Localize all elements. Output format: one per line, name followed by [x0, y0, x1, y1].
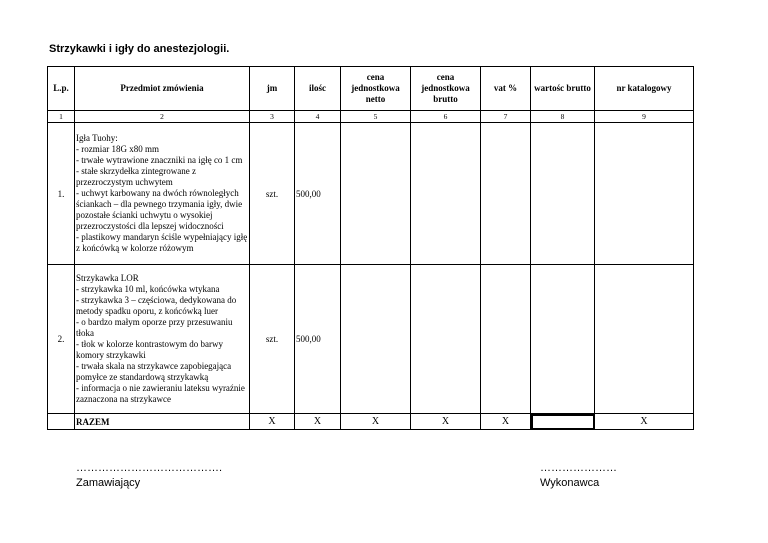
- row-jm: szt.: [250, 265, 295, 414]
- header-jm: jm: [250, 67, 295, 111]
- header-gross-value: wartośc brutto: [531, 67, 595, 111]
- total-label: RAZEM: [75, 414, 250, 430]
- orderer-label: Zamawiający: [76, 477, 141, 489]
- total-net-x: X: [341, 414, 411, 430]
- contractor-label: Wykonawca: [540, 477, 600, 489]
- row-gross-price-cell[interactable]: [411, 265, 481, 414]
- total-empty-cell: [48, 414, 75, 430]
- header-item: Przedmiot zmówienia: [75, 67, 250, 111]
- header-vat: vat %: [481, 67, 531, 111]
- column-number: 7: [481, 111, 531, 123]
- column-number: 6: [411, 111, 481, 123]
- row-quantity: 500,00: [295, 123, 341, 265]
- header-row: [48, 67, 694, 111]
- column-number: 9: [595, 111, 694, 123]
- header-quantity: ilośc: [295, 67, 341, 111]
- row-description: Strzykawka LOR - strzykawka 10 ml, końcówka wtykana - strzykawka 3 – częściowa, dedykowana do metody spadku oporu, z końcówką luer - o bardzo małym oporze przy przesuwaniu tłoka - tłok w kolorze kontrastowym do barwy komory strzykawki - trwała skala na strzykawce zapobiegająca pomyłce ze standardową strzykawką - informacja o nie zawieraniu lateksu wyraźnie zaznaczona na strzykawce: [75, 265, 250, 414]
- row-vat-cell[interactable]: [481, 265, 531, 414]
- header-catalog-number: nr katalogowy: [595, 67, 694, 111]
- row-quantity: 500,00: [295, 265, 341, 414]
- row-lp: 1.: [48, 123, 75, 265]
- header-net-price: cena jednostkowa netto: [341, 67, 411, 111]
- column-number: 5: [341, 111, 411, 123]
- document-title: Strzykawki i igły do anestezjologii.: [49, 43, 230, 55]
- row-vat-cell[interactable]: [481, 123, 531, 265]
- row-gross-price-cell[interactable]: [411, 123, 481, 265]
- header-lp: L.p.: [48, 67, 75, 111]
- row-gross-value-cell[interactable]: [531, 123, 595, 265]
- total-vat-x: X: [481, 414, 531, 430]
- order-table: [47, 66, 694, 430]
- row-net-price-cell[interactable]: [341, 265, 411, 414]
- row-description: Igła Tuohy: - rozmiar 18G x80 mm - trwałe wytrawione znaczniki na igłę co 1 cm - stałe skrzydełka zintegrowane z przezroczystym uchwytem - uchwyt karbowany na dwóch równoległych ściankach – dla pewnego trzymania igły, dwie pozostałe ścianki uchwytu o wysokiej przezroczystości dla lepszej widoczności - plastikowy mandaryn ściśle wypełniający igłę z końcówką w kolorze różowym: [75, 123, 250, 265]
- total-jm-x: X: [250, 414, 295, 430]
- total-gross-value-cell[interactable]: [531, 414, 595, 430]
- column-number: 2: [75, 111, 250, 123]
- total-quantity-x: X: [295, 414, 341, 430]
- total-row: [48, 414, 694, 430]
- table-row: [48, 123, 694, 265]
- table-row: [48, 265, 694, 414]
- total-catalog-x: X: [595, 414, 694, 430]
- row-jm: szt.: [250, 123, 295, 265]
- column-number-row: [48, 111, 694, 123]
- orderer-signature-line: ………………………………….: [76, 462, 223, 474]
- column-number: 8: [531, 111, 595, 123]
- column-number: 1: [48, 111, 75, 123]
- column-number: 4: [295, 111, 341, 123]
- column-number: 3: [250, 111, 295, 123]
- row-catalog-number-cell[interactable]: [595, 265, 694, 414]
- row-catalog-number-cell[interactable]: [595, 123, 694, 265]
- row-net-price-cell[interactable]: [341, 123, 411, 265]
- total-gross-x: X: [411, 414, 481, 430]
- row-lp: 2.: [48, 265, 75, 414]
- row-gross-value-cell[interactable]: [531, 265, 595, 414]
- contractor-signature-line: …………………: [540, 462, 617, 474]
- header-gross-price: cena jednostkowa brutto: [411, 67, 481, 111]
